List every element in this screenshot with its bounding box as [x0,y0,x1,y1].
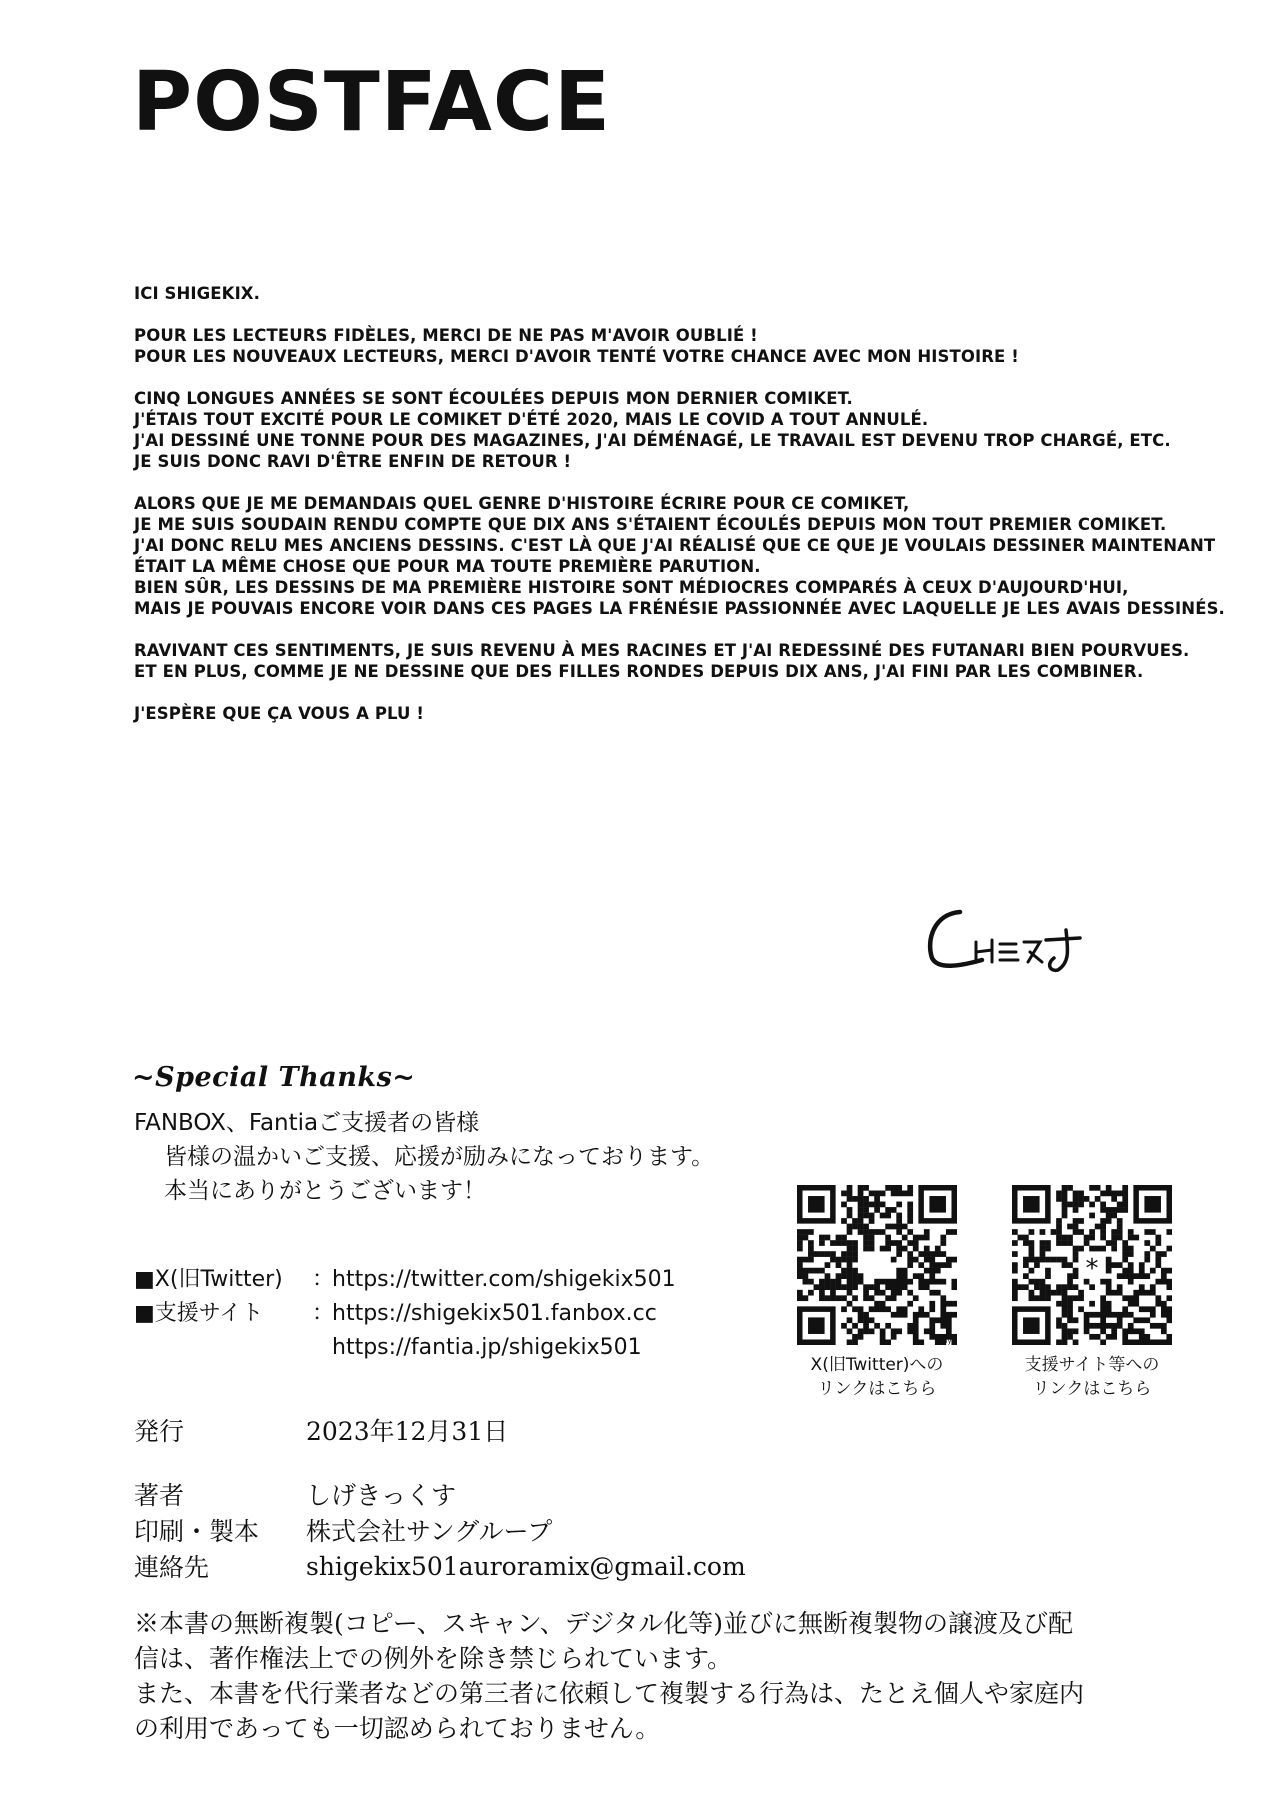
postface-letter [134,283,1234,745]
colophon-label: 印刷・製本 [134,1517,260,1546]
twitter-qr-block [787,1185,967,1401]
twitter-link-row [134,1263,676,1297]
letter-paragraph [134,325,1234,367]
support-qr-code[interactable] [1012,1185,1172,1345]
published-date: 2023年12月31日 [306,1417,509,1446]
letter-line: J'AI DESSINÉ UNE TONNE POUR DES MAGAZINES, J'AI DÉMÉNAGÉ, LE TRAVAIL EST DEVENU TROP CHARGÉ, ETC. [134,431,1171,450]
support-qr-block [1002,1185,1182,1401]
author-name: しげきっくす [306,1481,457,1510]
copyright-notice [134,1606,1204,1746]
fanbox-url[interactable]: https://shigekix501.fanbox.cc [332,1301,657,1326]
letter-line: JE SUIS DONC RAVI D'ÊTRE ENFIN DE RETOUR ! [134,452,572,471]
link-label: ■支援サイト [134,1301,264,1326]
letter-line: J'ESPÈRE QUE ÇA VOUS A PLU ! [134,704,425,723]
qr-badge: * [1085,1254,1099,1284]
colophon-label: 連絡先 [134,1553,210,1582]
thanks-line: FANBOX、Fantiaご支援者の皆様 [134,1110,480,1136]
link-label: ■X(旧Twitter) [134,1267,283,1292]
letter-paragraph [134,493,1234,619]
letter-line: JE ME SUIS SOUDAIN RENDU COMPTE QUE DIX ANS S'ÉTAIENT ÉCOULÉS DEPUIS MON TOUT PREMIER COMIKET. [134,515,1167,534]
notice-line: 信は、著作権法上での例外を除き禁じられています。 [134,1644,733,1673]
letter-line: CINQ LONGUES ANNÉES SE SONT ÉCOULÉES DEPUIS MON DERNIER COMIKET. [134,389,853,408]
fantia-url[interactable]: https://fantia.jp/shigekix501 [332,1335,642,1360]
colophon-label: 著者 [134,1481,185,1510]
colophon-contact-row [134,1548,746,1584]
notice-line: ※本書の無断複製(コピー、スキャン、デジタル化等)並びに無断複製物の譲渡及び配 [134,1609,1074,1638]
fantia-link-row [134,1331,676,1365]
letter-line: ICI SHIGEKIX. [134,284,260,303]
letter-paragraph [134,640,1234,682]
colophon [134,1412,746,1584]
colophon-published-row [134,1412,746,1448]
letter-line: ET EN PLUS, COMME JE NE DESSINE QUE DES FILLES RONDES DEPUIS DIX ANS, J'AI FINI PAR LES COMBINER. [134,662,1144,681]
letter-line: J'AI DONC RELU MES ANCIENS DESSINS. C'EST LÀ QUE J'AI RÉALISÉ QUE CE QUE JE VOULAIS DESSINER MAINTENANT [134,536,1216,555]
thanks-line: 皆様の温かいご支援、応援が励みになっております。 [164,1144,715,1170]
support-qr-caption [1002,1353,1182,1401]
support-link-row [134,1297,676,1331]
letter-line: J'ÉTAIS TOUT EXCITÉ POUR LE COMIKET D'ÉTÉ 2020, MAIS LE COVID A TOUT ANNULÉ. [134,410,929,429]
contact-email[interactable]: shigekix501auroramix@gmail.com [306,1551,746,1581]
author-signature [920,900,1090,975]
thanks-line: 本当にありがとうございます！ [164,1178,486,1204]
qr-caption-line: 支援サイト等への [1024,1355,1160,1375]
letter-paragraph [134,703,1234,724]
special-thanks-heading: ~Special Thanks~ [132,1062,416,1093]
twitter-qr-caption [787,1353,967,1401]
printer-name: 株式会社サングループ [306,1517,553,1546]
letter-paragraph [134,388,1234,472]
letter-line: POUR LES NOUVEAUX LECTEURS, MERCI D'AVOIR TENTÉ VOTRE CHANCE AVEC MON HISTOIRE ! [134,347,1019,366]
letter-line: MAIS JE POUVAIS ENCORE VOIR DANS CES PAGES LA FRÉNÉSIE PASSIONNÉE AVEC LAQUELLE JE LES AVAIS DESSINÉS. [134,599,1225,618]
colophon-printer-row [134,1512,746,1548]
letter-line: RAVIVANT CES SENTIMENTS, JE SUIS REVENU À MES RACINES ET J'AI REDESSINÉ DES FUTANARI BIEN POURVUES. [134,641,1190,660]
twitter-qr-code[interactable] [797,1185,957,1345]
link-colon [312,1331,332,1365]
links-section [134,1263,676,1365]
special-thanks-text [134,1106,714,1208]
twitter-url[interactable]: https://twitter.com/shigekix501 [332,1267,676,1292]
link-label [134,1331,312,1365]
letter-paragraph [134,283,1234,304]
page-title: POSTFACE [132,55,612,150]
link-colon: ： [312,1267,335,1292]
colophon-author-row [134,1476,746,1512]
notice-line: また、本書を代行業者などの第三者に依頼して複製する行為は、たとえ個人や家庭内 [134,1679,1085,1708]
letter-line: POUR LES LECTEURS FIDÈLES, MERCI DE NE PAS M'AVOIR OUBLIÉ ! [134,326,758,345]
notice-line: の利用であっても一切認められておりません。 [134,1714,661,1743]
qr-caption-line: リンクはこちら [1032,1379,1152,1399]
letter-line: ALORS QUE JE ME DEMANDAIS QUEL GENRE D'HISTOIRE ÉCRIRE POUR CE COMIKET, [134,494,910,513]
letter-line: BIEN SÛR, LES DESSINS DE MA PREMIÈRE HISTOIRE SONT MÉDIOCRES COMPARÉS À CEUX D'AUJOURD'HUI, [134,578,1129,597]
qr-caption-line: X(旧Twitter)への [810,1355,944,1375]
letter-line: ÉTAIT LA MÊME CHOSE QUE POUR MA TOUTE PREMIÈRE PARUTION. [134,557,761,576]
qr-caption-line: リンクはこちら [817,1379,937,1399]
colophon-label: 発行 [134,1417,185,1446]
link-colon: ： [312,1301,335,1326]
qr-badge: bitly [936,1337,952,1345]
